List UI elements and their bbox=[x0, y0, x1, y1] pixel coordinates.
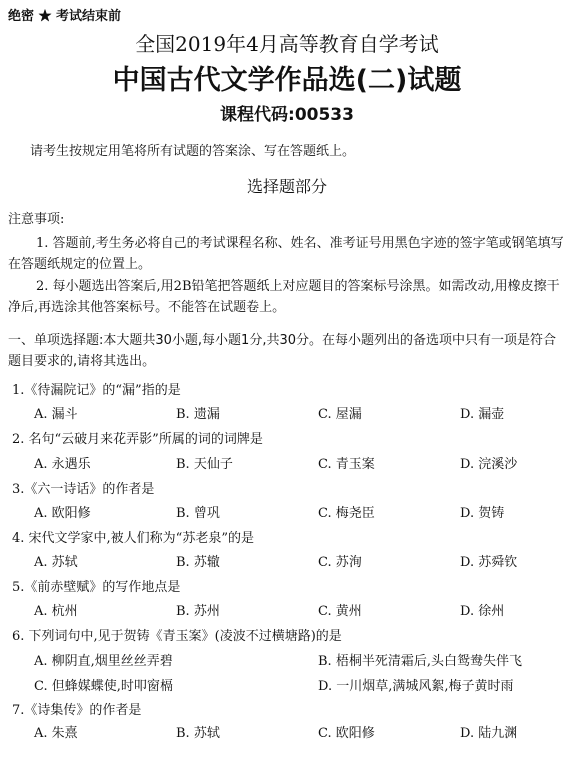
option-c: C. 屋漏 bbox=[318, 407, 362, 422]
part-one-heading: 一、单项选择题:本大题共30小题,每小题1分,共30分。在每小题列出的备选项中只有一项是符合题目要求的,请将其选出。 bbox=[8, 333, 557, 369]
option-a: A. 杭州 bbox=[34, 604, 78, 619]
option-d: D. 漏壶 bbox=[460, 407, 505, 422]
option-c: C. 但蜂媒蝶使,时叩窗槅 bbox=[34, 679, 173, 694]
option-b: B. 苏辙 bbox=[176, 555, 220, 570]
question-stem: 7.《诗集传》的作者是 bbox=[12, 703, 142, 718]
option-b: B. 苏州 bbox=[176, 604, 220, 619]
option-c: C. 梅尧臣 bbox=[318, 506, 375, 521]
option-b: B. 天仙子 bbox=[176, 457, 233, 472]
exam-heading: 全国2019年4月高等教育自学考试 bbox=[135, 32, 439, 56]
option-b: B. 曾巩 bbox=[176, 506, 220, 521]
option-a: A. 永遇乐 bbox=[34, 457, 91, 472]
question-stem: 1.《待漏院记》的“漏”指的是 bbox=[12, 383, 181, 398]
notice-heading: 注意事项: bbox=[8, 212, 65, 227]
option-c: C. 欧阳修 bbox=[318, 726, 375, 741]
answer-instruction: 请考生按规定用笔将所有试题的答案涂、写在答题纸上。 bbox=[30, 144, 356, 159]
question-stem: 2. 名句“云破月来花弄影”所属的词的词牌是 bbox=[12, 432, 263, 447]
option-d: D. 苏舜钦 bbox=[460, 555, 518, 570]
option-d: D. 一川烟草,满城风絮,梅子黄时雨 bbox=[318, 679, 514, 694]
option-d: D. 徐州 bbox=[460, 604, 505, 619]
question-stem: 3.《六一诗话》的作者是 bbox=[12, 482, 155, 497]
option-c: C. 青玉案 bbox=[318, 457, 375, 472]
section-title: 选择题部分 bbox=[246, 177, 327, 196]
option-c: C. 苏洵 bbox=[318, 555, 362, 570]
notice-item-1: 1. 答题前,考生务必将自己的考试课程名称、姓名、准考证号用黑色字迹的签字笔或钢笔填写在答题纸规定的位置上。 bbox=[8, 236, 564, 272]
notice-item-2: 2. 每小题选出答案后,用2B铅笔把答题纸上对应题目的答案标号涂黑。如需改动,用橡皮擦干净后,再选涂其他答案标号。不能答在试题卷上。 bbox=[8, 279, 560, 315]
option-b: B. 遗漏 bbox=[176, 407, 220, 422]
confidential-mark: 绝密 ★ 考试结束前 bbox=[8, 9, 122, 24]
option-c: C. 黄州 bbox=[318, 604, 362, 619]
option-a: A. 欧阳修 bbox=[34, 506, 91, 521]
option-a: A. 漏斗 bbox=[34, 407, 78, 422]
option-a: A. 苏轼 bbox=[34, 555, 78, 570]
course-code: 课程代码:00533 bbox=[220, 105, 354, 125]
paper-title: 中国古代文学作品选(二)试题 bbox=[112, 65, 462, 96]
option-a: A. 朱熹 bbox=[34, 726, 78, 741]
question-stem: 4. 宋代文学家中,被人们称为“苏老泉”的是 bbox=[12, 531, 254, 546]
question-stem: 6. 下列词句中,见于贺铸《青玉案》(凌波不过横塘路)的是 bbox=[12, 629, 342, 644]
option-a: A. 柳阴直,烟里丝丝弄碧 bbox=[34, 654, 173, 669]
option-b: B. 苏轼 bbox=[176, 726, 220, 741]
option-d: D. 贺铸 bbox=[460, 506, 505, 521]
option-d: D. 浣溪沙 bbox=[460, 457, 518, 472]
option-b: B. 梧桐半死清霜后,头白鸳鸯失伴飞 bbox=[318, 654, 522, 669]
question-stem: 5.《前赤壁赋》的写作地点是 bbox=[12, 580, 181, 595]
option-d: D. 陆九渊 bbox=[460, 726, 518, 741]
